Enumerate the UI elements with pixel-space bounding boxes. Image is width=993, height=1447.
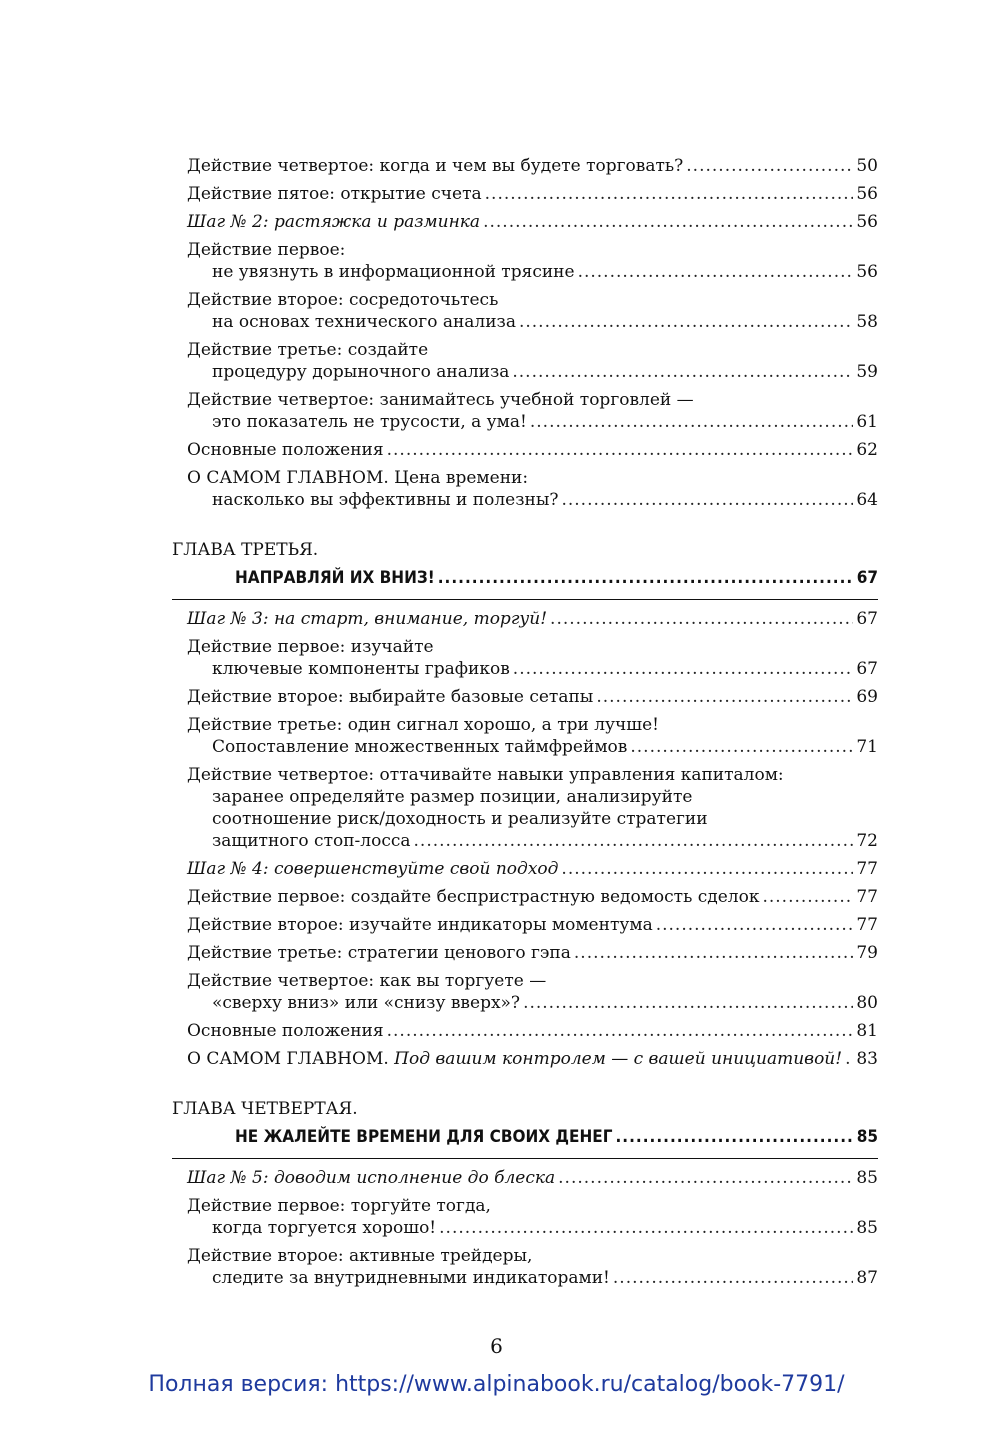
chapter-title-line: [172, 1126, 878, 1159]
toc-entry-line: [187, 786, 878, 808]
toc-entry-text: Действие второе: выбирайте базовые сетапы: [187, 687, 594, 707]
toc-entry: [187, 1245, 878, 1289]
toc-entry-text: насколько вы эффективны и полезны?: [212, 490, 559, 510]
dot-leader: [578, 261, 854, 283]
toc-entry-text: Основные положения: [187, 1021, 384, 1041]
chapter-title: НЕ ЖАЛЕЙТЕ ВРЕМЕНИ ДЛЯ СВОИХ ДЕНЕГ: [235, 1127, 613, 1147]
toc-page-number: 64: [856, 490, 878, 510]
toc-entry: [187, 886, 878, 908]
toc-entry-line: [187, 1217, 878, 1239]
toc-entry-text: Действие третье: стратегии ценового гэпа: [187, 943, 571, 963]
dot-leader: [558, 1167, 853, 1189]
toc-entry: [187, 339, 878, 383]
toc-entry: [187, 211, 878, 233]
dot-leader: [656, 914, 854, 936]
toc-page-number: 58: [856, 312, 878, 332]
toc-entry-line: [187, 339, 878, 361]
toc-entry-text: соотношение риск/доходность и реализуйте стратегии: [212, 809, 708, 829]
dot-leader: [561, 489, 853, 511]
toc-page-number: 79: [856, 943, 878, 963]
toc-entry-line: [187, 1167, 878, 1189]
toc-entry-text: Действие второе: активные трейдеры,: [187, 1246, 533, 1266]
toc-entry-text: процедуру дорыночного анализа: [212, 362, 510, 382]
toc-entry-prefix: О САМОМ ГЛАВНОМ.: [187, 1049, 395, 1069]
toc-entry-line: [187, 183, 878, 205]
toc-entry-line: [187, 155, 878, 177]
dot-leader: [519, 311, 853, 333]
chapter-label: ГЛАВА ТРЕТЬЯ.: [172, 540, 319, 560]
toc-page-number: 69: [856, 687, 878, 707]
toc-page-number: 80: [856, 993, 878, 1013]
toc-entry-text: Действие первое: изучайте: [187, 637, 434, 657]
toc-section-chapter2-end: [0, 155, 993, 511]
toc-entry: [187, 289, 878, 333]
toc-entry: [187, 1020, 878, 1042]
toc-entry: [187, 764, 878, 852]
toc-entry: [187, 1167, 878, 1189]
toc-entry-line: [187, 1245, 878, 1267]
toc-page-number: 62: [856, 440, 878, 460]
toc-entry: [187, 686, 878, 708]
toc-page-number: 85: [856, 1218, 878, 1238]
dot-leader: [485, 183, 854, 205]
toc-page-number: 50: [856, 156, 878, 176]
toc-entry-text: Основные положения: [187, 440, 384, 460]
toc-entry-line: [187, 686, 878, 708]
toc-entry-text: Действие первое: торгуйте тогда,: [187, 1196, 491, 1216]
toc-entry-line: [187, 736, 878, 758]
chapter-heading-4: [172, 1098, 878, 1159]
dot-leader: [530, 411, 854, 433]
dot-leader: [513, 658, 854, 680]
toc-entry-line: [187, 467, 878, 489]
dot-leader: [686, 155, 853, 177]
toc-entry: [187, 608, 878, 630]
toc-entry-text: когда торгуется хорошо!: [212, 1218, 437, 1238]
dot-leader: [512, 361, 853, 383]
chapter-page-number: 67: [856, 568, 878, 588]
toc-entry-text: Действие первое: создайте беспристрастную ведомость сделок: [187, 887, 760, 907]
toc-page-number: 83: [856, 1049, 878, 1069]
toc-entry-line: [187, 261, 878, 283]
toc-entry-line: [187, 439, 878, 461]
toc-entry-text: Шаг № 5: доводим исполнение до блеска: [187, 1168, 556, 1188]
toc-entry-line: [187, 361, 878, 383]
toc-entry: [187, 389, 878, 433]
toc-entry: [187, 239, 878, 283]
chapter-heading-3: [172, 539, 878, 600]
toc-entry-text: Действие четвертое: занимайтесь учебной торговлей —: [187, 390, 694, 410]
toc-entry-line: [187, 808, 878, 830]
toc-entry: [187, 155, 878, 177]
toc-entry-line: [187, 830, 878, 852]
toc-section-chapter4: [0, 1167, 993, 1289]
toc-page-number: 85: [856, 1168, 878, 1188]
toc-page-number: 67: [856, 659, 878, 679]
toc-entry: [187, 183, 878, 205]
toc-entry-line: [187, 658, 878, 680]
toc-entry: [187, 942, 878, 964]
toc-entry: [187, 914, 878, 936]
toc-entry-text: Шаг № 4: совершенствуйте свой подход: [187, 859, 559, 879]
toc-page-number: 77: [856, 887, 878, 907]
toc-entry-line: [187, 411, 878, 433]
toc-entry-line: [187, 942, 878, 964]
toc-entry: [187, 858, 878, 880]
chapter-title-line: [172, 567, 878, 600]
full-version-link[interactable]: Полная версия: https://www.alpinabook.ru/catalog/book-7791/: [148, 1372, 845, 1397]
toc-entry-line: [187, 858, 878, 880]
toc-entry-text: Действие четвертое: как вы торгуете —: [187, 971, 547, 991]
chapter-title: НАПРАВЛЯЙ ИХ ВНИЗ!: [235, 568, 435, 588]
dot-leader: [574, 942, 853, 964]
table-of-contents: [0, 155, 993, 1295]
toc-entry-text: Действие пятое: открытие счета: [187, 184, 482, 204]
toc-section-chapter3: [0, 608, 993, 1042]
toc-page-number: 59: [856, 362, 878, 382]
toc-entry-line: [187, 1195, 878, 1217]
toc-page-number: 72: [856, 831, 878, 851]
toc-entry-line: [187, 1020, 878, 1042]
toc-entry-line: [187, 714, 878, 736]
toc-page-number: 56: [856, 262, 878, 282]
toc-entry-line: [187, 764, 878, 786]
toc-entry-text: Действие первое:: [187, 240, 346, 260]
toc-page-number: 71: [856, 737, 878, 757]
toc-entry-line: [187, 636, 878, 658]
toc-entry-text: Шаг № 3: на старт, внимание, торгуй!: [187, 609, 548, 629]
toc-entry-line: [187, 992, 878, 1014]
chapter-page-number: 85: [856, 1127, 878, 1147]
toc-entry-most-important: [187, 1048, 878, 1070]
toc-entry-line: [187, 1048, 878, 1070]
toc-entry: [187, 636, 878, 680]
dot-leader: [387, 1020, 854, 1042]
toc-entry-line: [187, 211, 878, 233]
toc-entry: [187, 714, 878, 758]
dot-leader: [561, 858, 853, 880]
dot-leader: [523, 992, 853, 1014]
toc-entry-line: [187, 239, 878, 261]
dot-leader: [596, 686, 853, 708]
dot-leader: [387, 439, 854, 461]
toc-entry: [187, 970, 878, 1014]
dot-leader: [483, 211, 853, 233]
dot-leader: [439, 1217, 853, 1239]
toc-entry-text: Действие второе: сосредоточьтесь: [187, 290, 499, 310]
toc-entry: [187, 1195, 878, 1239]
toc-entry-text: О САМОМ ГЛАВНОМ. Цена времени:: [187, 468, 529, 488]
toc-entry-line: [187, 970, 878, 992]
dot-leader: [550, 608, 853, 630]
page-number: 6: [490, 1334, 503, 1358]
dot-leader: [762, 886, 853, 908]
toc-entry-text: Действие третье: создайте: [187, 340, 429, 360]
dot-leader: [414, 830, 854, 852]
toc-entry-text: защитного стоп-лосса: [212, 831, 411, 851]
toc-entry-text: Действие четвертое: оттачивайте навыки управления капиталом:: [187, 765, 784, 785]
toc-entry: [187, 467, 878, 511]
toc-entry-text: ключевые компоненты графиков: [212, 659, 510, 679]
toc-entry-text: Действие второе: изучайте индикаторы моментума: [187, 915, 653, 935]
toc-entry-italic-text: Под вашим контролем — с вашей инициативой!: [394, 1049, 843, 1069]
toc-entry-text: заранее определяйте размер позиции, анализируйте: [212, 787, 693, 807]
toc-entry-text: на основах технического анализа: [212, 312, 516, 332]
toc-entry-text: Действие третье: один сигнал хорошо, а три лучше!: [187, 715, 659, 735]
toc-page-number: 56: [856, 184, 878, 204]
dot-leader: [845, 1048, 853, 1070]
dot-leader: [613, 1267, 853, 1289]
toc-entry-line: [187, 1267, 878, 1289]
toc-entry-line: [187, 608, 878, 630]
toc-entry-line: [187, 886, 878, 908]
toc-entry-text: это показатель не трусости, а ума!: [212, 412, 527, 432]
toc-entry-text: «сверху вниз» или «снизу вверх»?: [212, 993, 521, 1013]
toc-entry: [187, 439, 878, 461]
dot-leader: [615, 1126, 853, 1148]
toc-page-number: 87: [856, 1268, 878, 1288]
toc-entry-line: [187, 311, 878, 333]
toc-entry-text: Сопоставление множественных таймфреймов: [212, 737, 628, 757]
dot-leader: [438, 567, 854, 589]
dot-leader: [630, 736, 853, 758]
toc-entry-line: [187, 914, 878, 936]
toc-entry-text: Действие четвертое: когда и чем вы будете торговать?: [187, 156, 684, 176]
toc-entry-line: [187, 289, 878, 311]
toc-entry-line: [187, 389, 878, 411]
toc-entry-text: не увязнуть в информационной трясине: [212, 262, 575, 282]
toc-page-number: 77: [856, 859, 878, 879]
toc-page-number: 81: [856, 1021, 878, 1041]
toc-page-number: 56: [856, 212, 878, 232]
chapter-label: ГЛАВА ЧЕТВЕРТАЯ.: [172, 1099, 358, 1119]
toc-page-number: 77: [856, 915, 878, 935]
toc-entry-text: следите за внутридневными индикаторами!: [212, 1268, 610, 1288]
toc-entry-text: Шаг № 2: растяжка и разминка: [187, 212, 481, 232]
toc-page-number: 61: [856, 412, 878, 432]
toc-page-number: 67: [856, 609, 878, 629]
toc-entry-line: [187, 489, 878, 511]
